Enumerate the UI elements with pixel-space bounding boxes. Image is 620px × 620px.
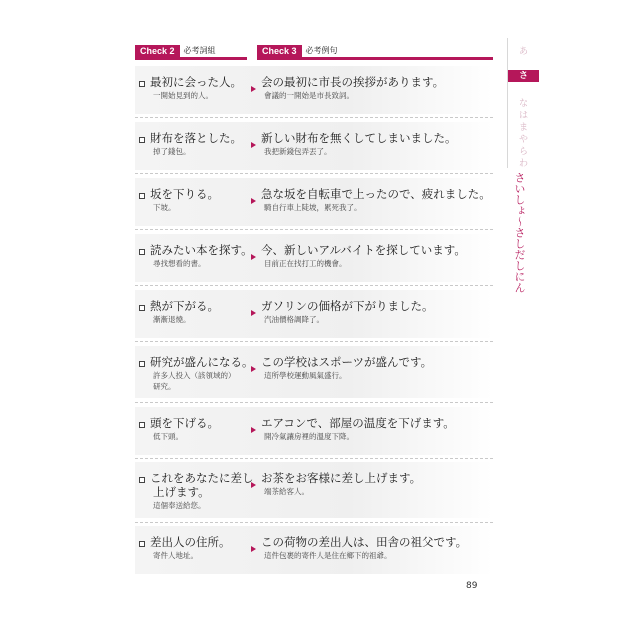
row-divider (135, 173, 493, 174)
phrase-translation-cont: 研究。 (153, 382, 176, 391)
phrase-translation: 尋找想看的書。 (153, 259, 206, 268)
vocab-row (135, 407, 493, 455)
phrase-japanese: 読みたい本を探す。 (150, 243, 253, 257)
row-divider (135, 458, 493, 459)
check2-title: 必考詞組 (183, 46, 216, 55)
phrase-translation: 一開始見到的人。 (153, 91, 213, 100)
arrow-icon (251, 482, 256, 488)
arrow-icon (251, 142, 256, 148)
checkbox[interactable] (139, 422, 145, 428)
row-divider (135, 117, 493, 118)
kana-tab-ha[interactable]: は (518, 111, 528, 121)
phrase-japanese: これをあなたに差し (150, 471, 254, 485)
arrow-icon (251, 198, 256, 204)
arrow-icon (251, 427, 256, 433)
checkbox[interactable] (139, 477, 145, 483)
sentence-japanese: この荷物の差出人は、田舎の祖父です。 (261, 535, 468, 549)
checkbox[interactable] (139, 249, 145, 255)
phrase-translation: 漸漸退燒。 (153, 315, 191, 324)
phrase-japanese: 研究が盛んになる。 (150, 355, 254, 369)
arrow-icon (251, 254, 256, 260)
checkbox[interactable] (139, 305, 145, 311)
row-divider (135, 229, 493, 230)
check3-title: 必考例句 (305, 46, 338, 55)
phrase-japanese: 頭を下げる。 (150, 416, 219, 430)
checkbox[interactable] (139, 193, 145, 199)
word-range-label: さいしょ〜さしだしにん (513, 172, 526, 293)
sentence-japanese: ガソリンの価格が下がりました。 (261, 299, 434, 313)
vocab-row (135, 234, 493, 282)
vocab-row (135, 526, 493, 574)
sentence-japanese: 急な坂を自転車で上ったので、疲れました。 (261, 187, 491, 201)
phrase-japanese: 最初に会った人。 (150, 75, 242, 89)
sentence-japanese: 会の最初に市長の挨拶があります。 (261, 75, 445, 89)
row-divider (135, 522, 493, 523)
page-number: 89 (466, 581, 478, 591)
arrow-icon (251, 546, 256, 552)
sentence-japanese: エアコンで、部屋の温度を下げます。 (261, 416, 455, 430)
vocab-row (135, 122, 493, 170)
kana-tab-ma[interactable]: ま (518, 123, 528, 133)
sentence-translation: 目前正在找打工的機會。 (264, 259, 347, 268)
vocab-row (135, 178, 493, 226)
sentence-japanese: お茶をお客様に差し上げます。 (261, 471, 422, 485)
checkbox[interactable] (139, 361, 145, 367)
row-divider (135, 402, 493, 403)
kana-tab-wa[interactable]: わ (518, 159, 528, 169)
phrase-translation: 掉了錢包。 (153, 147, 191, 156)
arrow-icon (251, 86, 256, 92)
check2-header (135, 45, 216, 57)
phrase-translation: 這個奉送給您。 (153, 501, 206, 510)
phrase-translation: 低下頭。 (153, 432, 183, 441)
vocab-row (135, 346, 493, 398)
check3-underline (257, 57, 493, 60)
phrase-translation: 寄件人地址。 (153, 551, 198, 560)
check3-header (257, 45, 338, 57)
sentence-japanese: 新しい財布を無くしてしまいました。 (261, 131, 457, 145)
phrase-japanese: 熱が下がる。 (150, 299, 219, 313)
phrase-japanese: 坂を下りる。 (150, 187, 219, 201)
sentence-translation: 會議的一開始是市長致詞。 (264, 91, 354, 100)
phrase-japanese: 財布を落とした。 (150, 131, 242, 145)
kana-tab-a[interactable]: あ (518, 47, 528, 57)
vocab-row (135, 66, 493, 114)
kana-tab-ra[interactable]: ら (518, 147, 528, 157)
phrase-japanese-cont: 上げます。 (153, 485, 210, 499)
kana-tab-ya[interactable]: や (518, 135, 528, 145)
sentence-translation: 這件包裹的寄件人是住在鄉下的祖爺。 (264, 551, 392, 560)
row-divider (135, 285, 493, 286)
row-divider (135, 341, 493, 342)
check3-badge: Check 3 (257, 45, 302, 57)
sentence-japanese: この学校はスポーツが盛んです。 (261, 355, 433, 369)
sentence-translation: 端茶給客人。 (264, 487, 309, 496)
phrase-translation: 下坡。 (153, 203, 176, 212)
arrow-icon (251, 310, 256, 316)
vocab-row (135, 462, 493, 518)
check2-underline (135, 57, 247, 60)
kana-tab-sa[interactable]: さ (508, 70, 539, 82)
check2-badge: Check 2 (135, 45, 180, 57)
sentence-japanese: 今、新しいアルバイトを探しています。 (261, 243, 466, 257)
phrase-translation: 許多人投入（該領域的） (153, 371, 236, 380)
sentence-translation: 騎自行車上陡坡，累死我了。 (264, 203, 362, 212)
kana-tab-na[interactable]: な (518, 99, 528, 109)
sentence-translation: 我把新錢包弄丟了。 (264, 147, 332, 156)
phrase-japanese: 差出人の住所。 (150, 535, 231, 549)
sentence-translation: 開冷氣讓房裡的溫度下降。 (264, 432, 354, 441)
checkbox[interactable] (139, 81, 145, 87)
vocab-row (135, 290, 493, 338)
arrow-icon (251, 366, 256, 372)
sentence-translation: 汽油價格調降了。 (264, 315, 324, 324)
sentence-translation: 這所學校運動風氣盛行。 (264, 371, 347, 380)
checkbox[interactable] (139, 541, 145, 547)
checkbox[interactable] (139, 137, 145, 143)
